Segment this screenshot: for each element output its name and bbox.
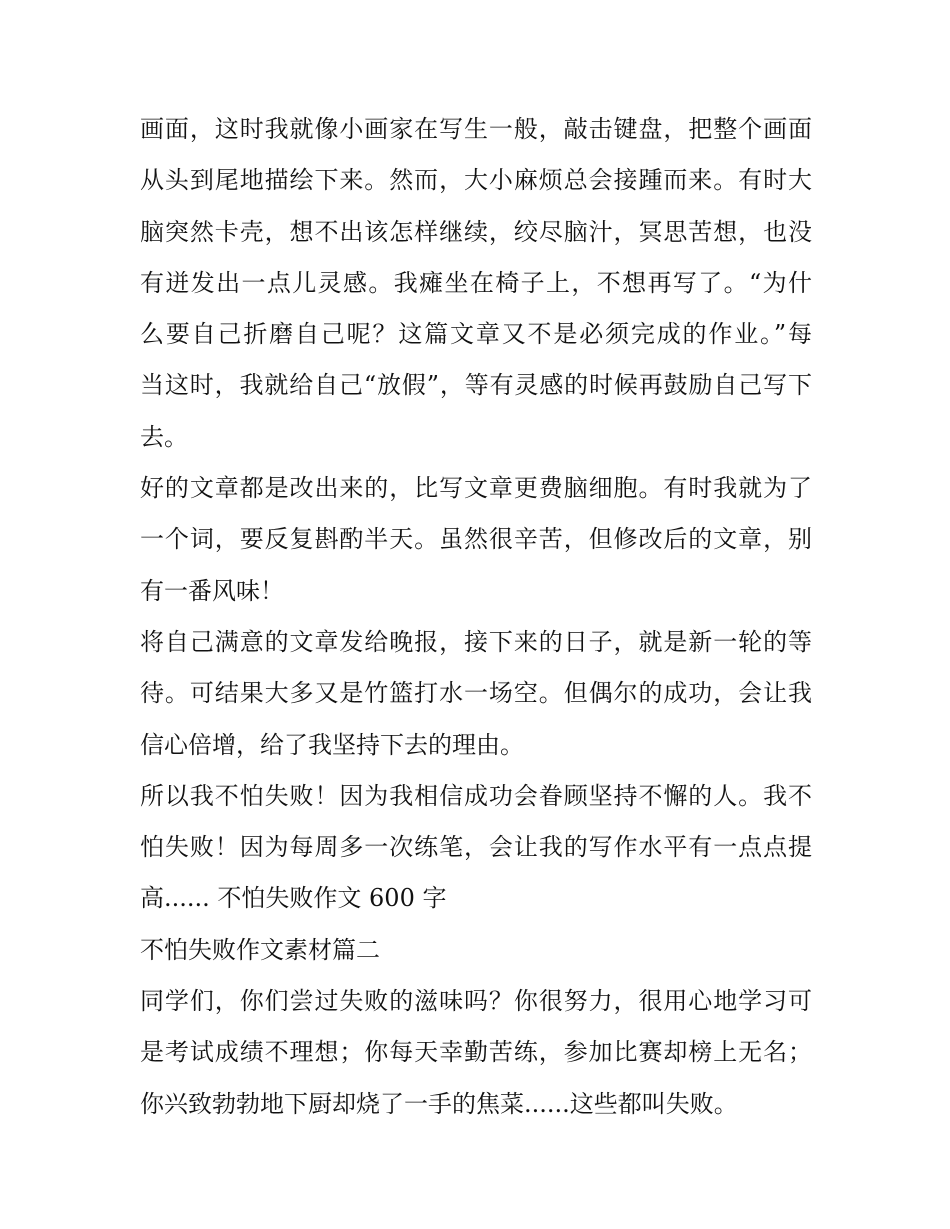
- text-line: 待。可结果大多又是竹篮打水一场空。但偶尔的成功，会让我: [140, 679, 812, 708]
- paragraph-revision: [140, 463, 812, 617]
- text-line: 有一番风味！: [140, 576, 284, 605]
- text-line: 将自己满意的文章发给晚报，接下来的日子，就是新一轮的等: [140, 627, 812, 656]
- text-line: 有迸发出一点儿灵感。我瘫坐在椅子上，不想再写了。“为什: [140, 268, 812, 297]
- text-line: 当这时，我就给自己“放假”，等有灵感的时候再鼓励自己写下: [140, 371, 812, 400]
- section-title: 不怕失败作文素材篇二: [140, 935, 380, 964]
- text-line: 所以我不怕失败！因为我相信成功会眷顾坚持不懈的人。我不: [140, 781, 812, 810]
- text-line: 怕失败！因为每周多一次练笔，会让我的写作水平有一点点提: [140, 833, 812, 862]
- document-body: [140, 104, 812, 1130]
- paragraph-failure-intro: [140, 976, 812, 1130]
- text-line: 脑突然卡壳，想不出该怎样继续，绞尽脑汁，冥思苦想，也没: [140, 217, 812, 246]
- paragraph-writing-process: [140, 104, 812, 463]
- text-line: 信心倍增，给了我坚持下去的理由。: [140, 730, 524, 759]
- paragraph-submission: [140, 617, 812, 771]
- text-line: 从头到尾地描绘下来。然而，大小麻烦总会接踵而来。有时大: [140, 166, 812, 195]
- text-line: 你兴致勃勃地下厨却烧了一手的焦菜......这些都叫失败。: [140, 1089, 738, 1118]
- section-heading: [140, 925, 812, 976]
- text-line: 一个词，要反复斟酌半天。虽然很辛苦，但修改后的文章，别: [140, 525, 812, 554]
- text-line: 好的文章都是改出来的，比写文章更费脑细胞。有时我就为了: [140, 474, 812, 503]
- text-line: 去。: [140, 422, 188, 451]
- text-line: 高...... 不怕失败作文 600 字: [140, 884, 447, 913]
- paragraph-conclusion: [140, 771, 812, 925]
- text-line: 么要自己折磨自己呢？这篇文章又不是必须完成的作业。”每: [140, 320, 812, 349]
- text-line: 同学们，你们尝过失败的滋味吗？你很努力，很用心地学习可: [140, 987, 812, 1016]
- text-line: 是考试成绩不理想；你每天幸勤苦练，参加比赛却榜上无名；: [140, 1038, 812, 1067]
- text-line: 画面，这时我就像小画家在写生一般，敲击键盘，把整个画面: [140, 115, 812, 143]
